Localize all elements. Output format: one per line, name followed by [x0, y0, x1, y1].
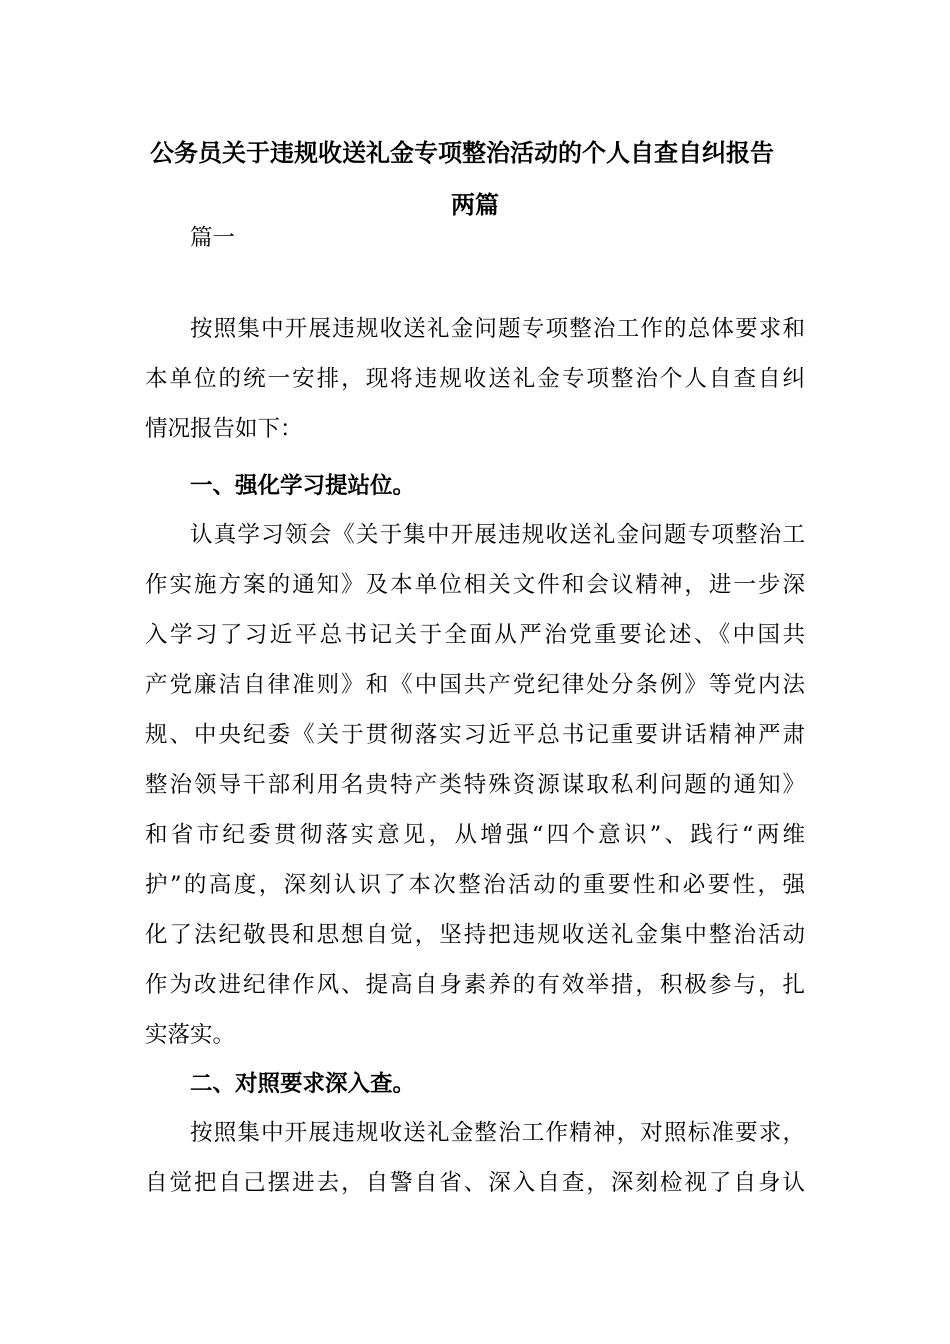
paragraph-2	[145, 1108, 805, 1208]
paragraph-line: 护”的高度，深刻认识了本次整治活动的重要性和必要性，强	[145, 872, 805, 898]
paragraph-line: 认真学习领会《关于集中开展违规收送礼金问题专项整治工	[190, 522, 805, 548]
paragraph-line: 产党廉洁自律准则》和《中国共产党纪律处分条例》等党内法	[145, 672, 805, 698]
section-heading-2: 二、对照要求深入查。	[190, 1071, 416, 1097]
section-label: 篇一	[190, 225, 236, 251]
document-title-line-1: 公务员关于违规收送礼金专项整治活动的个人自查自纠报告	[150, 139, 774, 167]
paragraph-line: 和省市纪委贯彻落实意见，从增强“四个意识”、践行“两维	[145, 822, 805, 848]
paragraph-line: 作实施方案的通知》及本单位相关文件和会议精神，进一步深	[145, 572, 805, 598]
paragraph-1	[145, 510, 805, 1060]
document-title-line-2: 两篇	[451, 191, 499, 219]
intro-line: 本单位的统一安排，现将违规收送礼金专项整治个人自查自纠	[145, 366, 805, 392]
paragraph-line: 按照集中开展违规收送礼金整治工作精神，对照标准要求，	[190, 1120, 805, 1146]
intro-paragraph	[145, 304, 805, 454]
paragraph-line: 实落实。	[145, 1022, 236, 1048]
paragraph-line: 整治领导干部利用名贵特产类特殊资源谋取私利问题的通知》	[145, 772, 805, 798]
paragraph-line: 作为改进纪律作风、提高自身素养的有效举措，积极参与，扎	[145, 972, 805, 998]
section-heading-1: 一、强化学习提站位。	[190, 473, 416, 499]
paragraph-line: 自觉把自己摆进去，自警自省、深入自查，深刻检视了自身认	[145, 1170, 805, 1196]
paragraph-line: 化了法纪敬畏和思想自觉，坚持把违规收送礼金集中整治活动	[145, 922, 805, 948]
paragraph-line: 入学习了习近平总书记关于全面从严治党重要论述、《中国共	[145, 622, 805, 648]
intro-line: 情况报告如下：	[145, 416, 303, 442]
paragraph-line: 规、中央纪委《关于贯彻落实习近平总书记重要讲话精神严肃	[145, 722, 805, 748]
intro-line: 按照集中开展违规收送礼金问题专项整治工作的总体要求和	[190, 316, 805, 342]
